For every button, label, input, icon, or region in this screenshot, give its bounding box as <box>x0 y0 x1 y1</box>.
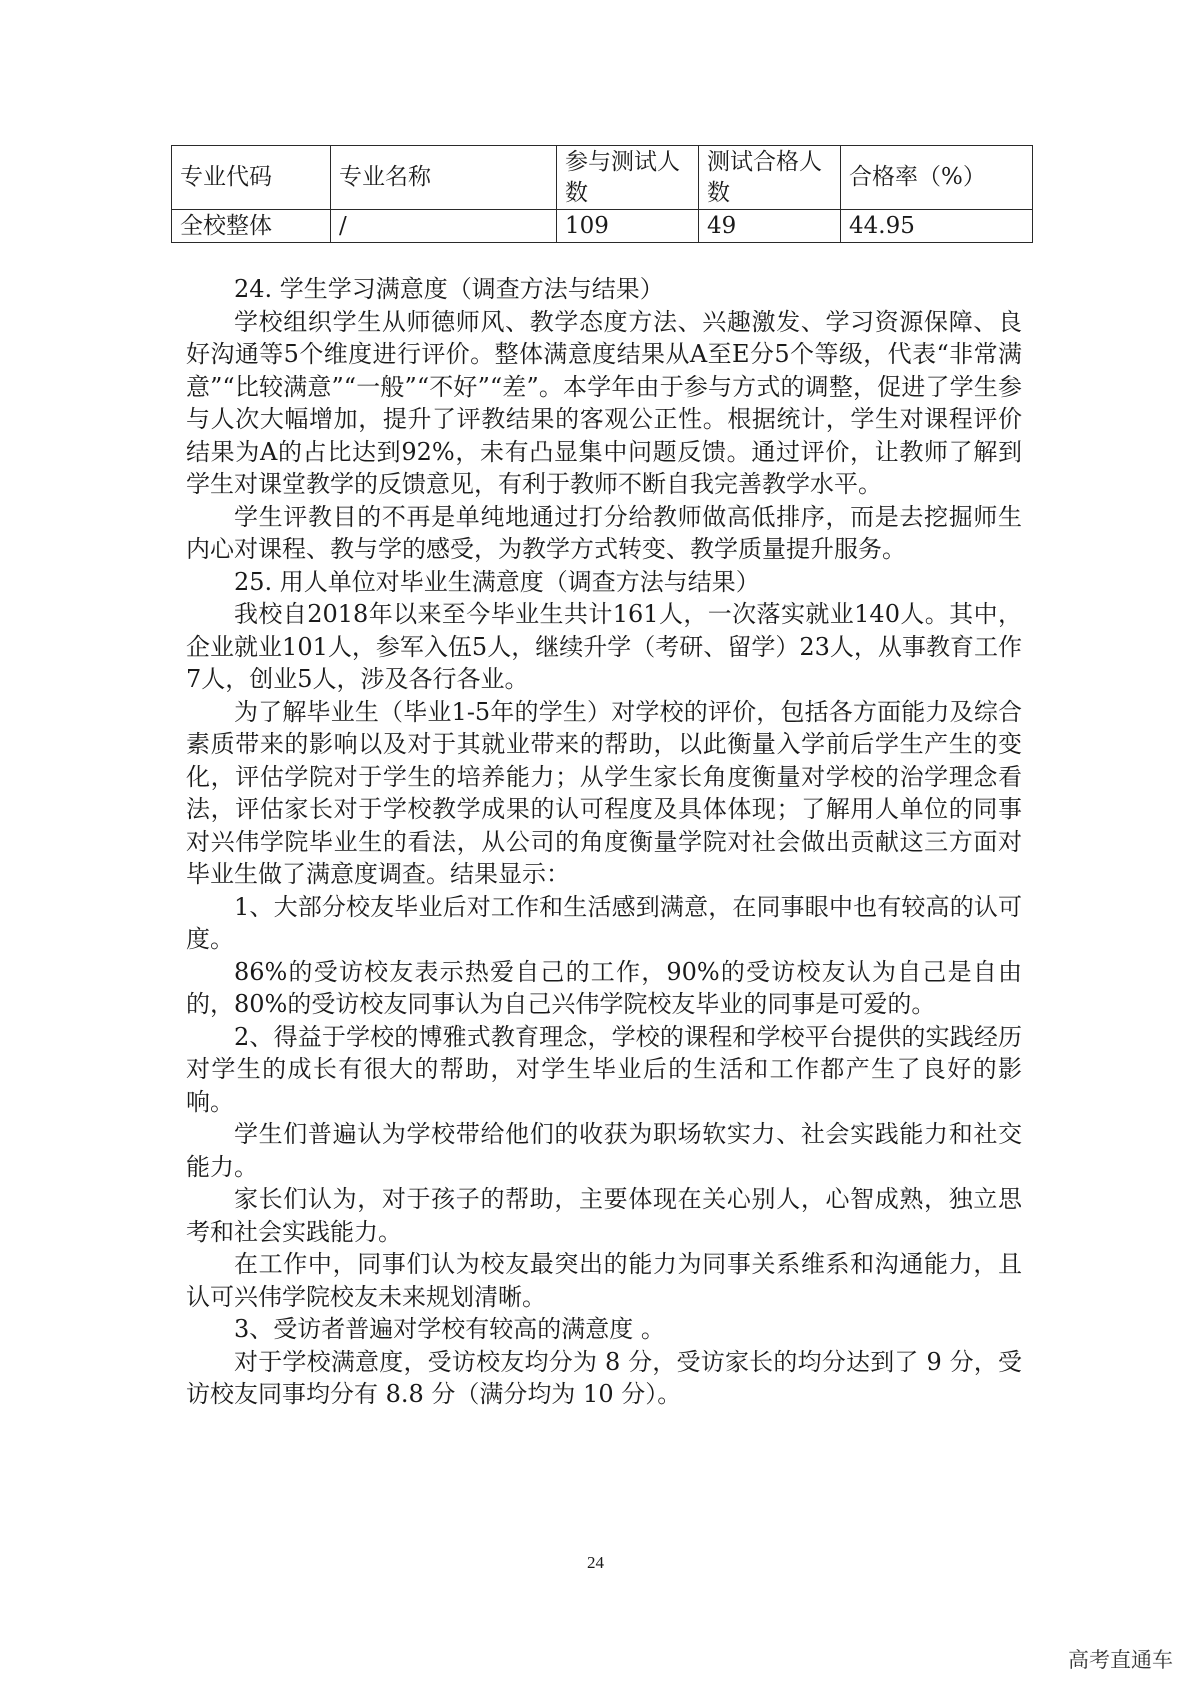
header-major-code: 专业代码 <box>172 146 331 210</box>
paragraph: 家长们认为，对于孩子的帮助，主要体现在关心别人，心智成熟，独立思考和社会实践能力。 <box>186 1185 1022 1246</box>
cell-major-code: 全校整体 <box>172 210 331 243</box>
paragraph: 对于学校满意度，受访校友均分为 8 分，受访家长的均分达到了 9 分，受访校友同事均分有 8.8 分（满分均为 10 分）。 <box>186 1347 1022 1408</box>
section-heading-24: 24. 学生学习满意度（调查方法与结果） <box>234 275 664 303</box>
header-pass-rate: 合格率（%） <box>841 146 1033 210</box>
paragraph: 学生评教目的不再是单纯地通过打分给教师做高低排序，而是去挖掘师生内心对课程、教与学的感受，为教学方式转变、教学质量提升服务。 <box>186 502 1022 563</box>
table-row <box>172 210 1033 243</box>
section-heading-25: 25. 用人单位对毕业生满意度（调查方法与结果） <box>234 567 760 596</box>
cell-pass-rate: 44.95 <box>841 210 1033 243</box>
header-participants: 参与测试人数 <box>557 146 699 210</box>
watermark: 高考直通车 <box>1068 1648 1173 1672</box>
paragraph: 在工作中，同事们认为校友最突出的能力为同事关系维系和沟通能力，且认可兴伟学院校友未来规划清晰。 <box>186 1250 1022 1311</box>
paragraph: 3、受访者普遍对学校有较高的满意度 。 <box>234 1315 665 1343</box>
paragraph: 1、大部分校友毕业后对工作和生活感到满意，在同事眼中也有较高的认可度。 <box>186 892 1022 953</box>
header-passed: 测试合格人数 <box>699 146 841 210</box>
header-major-name: 专业名称 <box>331 146 557 210</box>
paragraph: 我校自2018年以来至今毕业生共计161人，一次落实就业140人。其中，企业就业101人，参军入伍5人，继续升学（考研、留学）23人，从事教育工作7人，创业5人，涉及各行各业。 <box>186 600 1022 693</box>
pass-rate-table <box>171 145 1033 243</box>
paragraph: 学校组织学生从师德师风、教学态度方法、兴趣激发、学习资源保障、良好沟通等5个维度进行评价。整体满意度结果从A至E分5个等级，代表“非常满意”“比较满意”“一般”“不好”“差”。本学年由于参与方式的调整，促进了学生参与人次大幅增加，提升了评教结果的客观公正性。根据统计，学生对课程评价结果为A的占比达到92%，未有凸显集中问题反馈。通过评价，让教师了解到学生对课堂教学的反馈意见，有利于教师不断自我完善教学水平。 <box>186 307 1022 498</box>
cell-participants: 109 <box>557 210 699 243</box>
page-number: 24 <box>587 1553 604 1572</box>
table-header-row <box>172 146 1033 210</box>
cell-major-name: / <box>331 210 557 243</box>
paragraph: 2、得益于学校的博雅式教育理念，学校的课程和学校平台提供的实践经历对学生的成长有很大的帮助，对学生毕业后的生活和工作都产生了良好的影响。 <box>186 1022 1022 1116</box>
paragraph: 为了解毕业生（毕业1-5年的学生）对学校的评价，包括各方面能力及综合素质带来的影响以及对于其就业带来的帮助，以此衡量入学前后学生产生的变化，评估学院对于学生的培养能力；从学生家长角度衡量对学校的治学理念看法，评估家长对于学校教学成果的认可程度及具体体现；了解用人单位的同事对兴伟学院毕业生的看法，从公司的角度衡量学院对社会做出贡献这三方面对毕业生做了满意度调查。结果显示： <box>186 697 1022 888</box>
paragraph: 学生们普遍认为学校带给他们的收获为职场软实力、社会实践能力和社交能力。 <box>186 1120 1022 1181</box>
paragraph: 86%的受访校友表示热爱自己的工作，90%的受访校友认为自己是自由的，80%的受访校友同事认为自己兴伟学院校友毕业的同事是可爱的。 <box>186 957 1022 1018</box>
body-text <box>186 273 1022 1411</box>
cell-passed: 49 <box>699 210 841 243</box>
